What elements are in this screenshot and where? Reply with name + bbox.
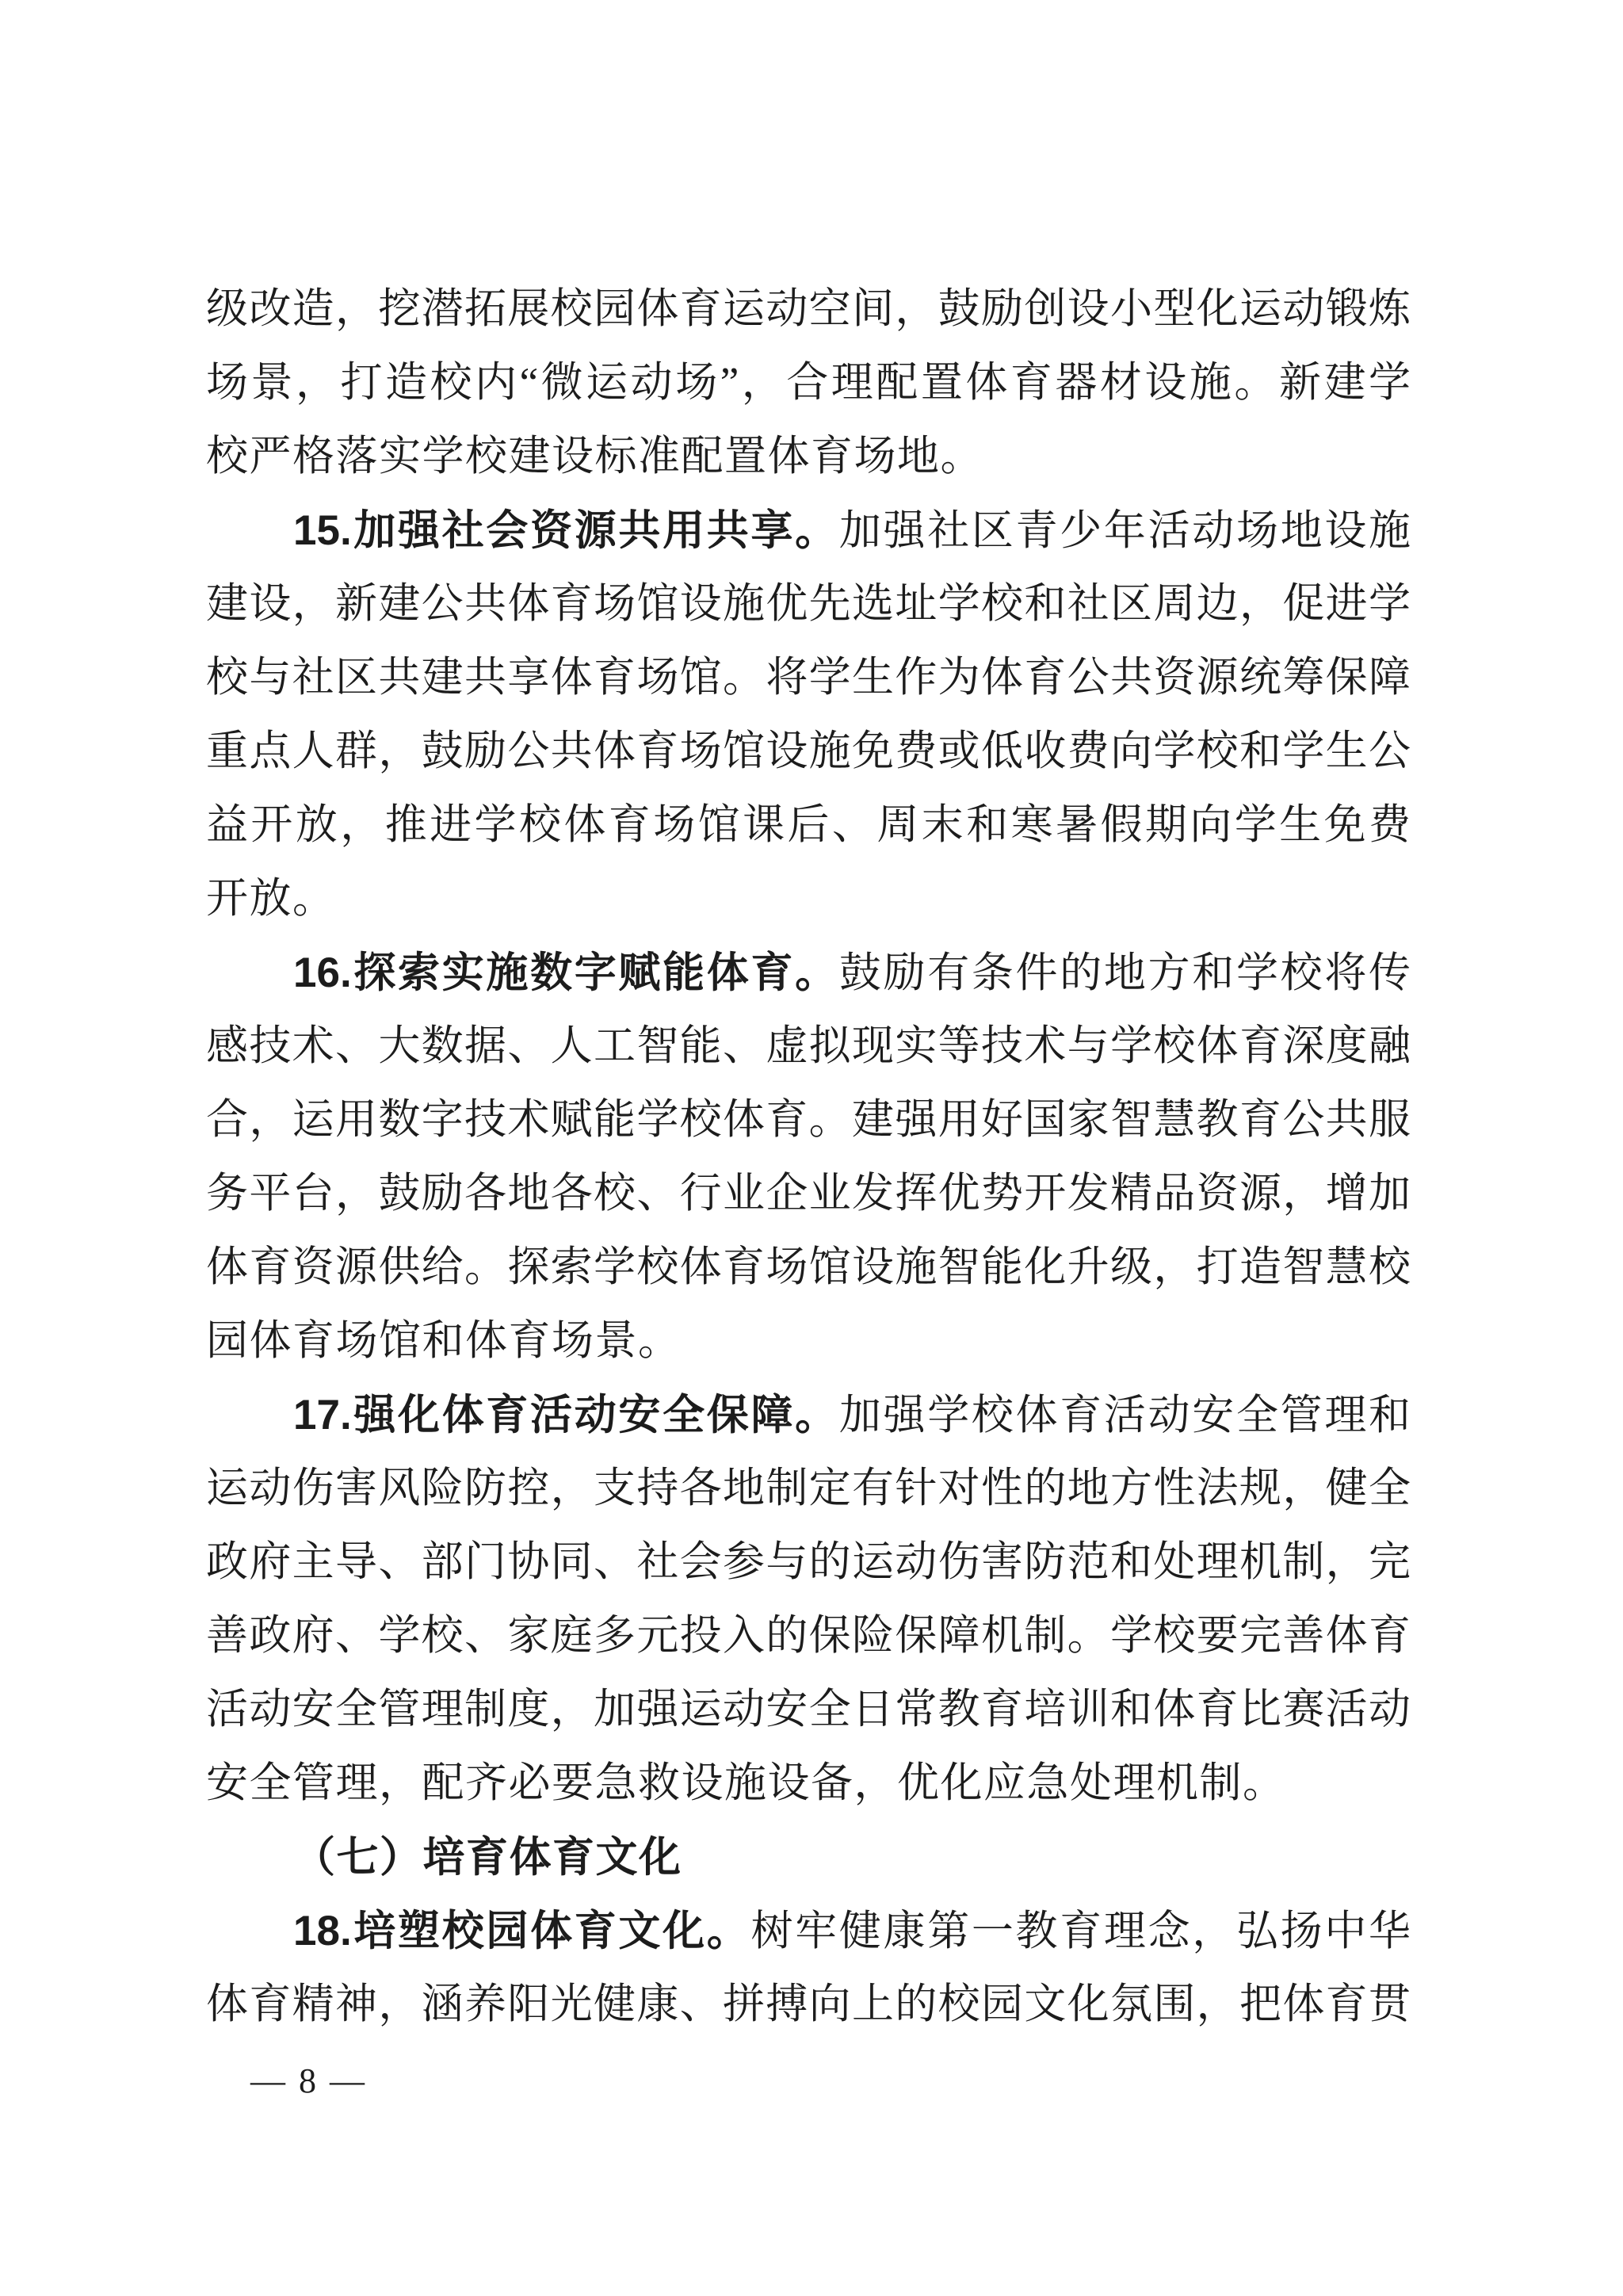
text-line — [206, 1747, 1411, 1820]
body-line-text: 政府主导、部门协同、社会参与的运动伤害防范和处理机制，完 — [206, 1539, 1411, 1585]
text-line — [206, 862, 1411, 936]
body-line-text: 运动伤害风险防控，支持各地制定有针对性的地方性法规，健全 — [206, 1465, 1411, 1511]
body-line-text: 建设，新建公共体育场馆设施优先选址学校和社区周边，促进学 — [206, 581, 1411, 627]
body-text — [206, 273, 1411, 2042]
text-line — [206, 1599, 1411, 1673]
text-line — [206, 567, 1411, 641]
text-line — [206, 1231, 1411, 1305]
body-line-text: 体育精神，涵养阳光健康、拼搏向上的校园文化氛围，把体育贯 — [206, 1981, 1411, 2027]
paragraph-16-lead: 16.探索实施数字赋能体育。 — [293, 949, 839, 996]
section-7-heading — [206, 1820, 1411, 1894]
body-line-text: 重点人群，鼓励公共体育场馆设施免费或低收费向学校和学生公 — [206, 728, 1411, 774]
text-line — [206, 1305, 1411, 1378]
body-line-text: 校严格落实学校建设标准配置体育场地。 — [206, 434, 983, 479]
text-line — [206, 1452, 1411, 1526]
body-line-text: 校与社区共建共享体育场馆。将学生作为体育公共资源统筹保障 — [206, 655, 1411, 701]
section-7-heading-text: （七）培育体育文化 — [293, 1834, 682, 1881]
body-line-text: 加强社区青少年活动场地设施 — [838, 508, 1411, 554]
body-line-text: 安全管理，配齐必要急救设施设备，优化应急处理机制。 — [206, 1760, 1286, 1806]
text-line — [206, 420, 1411, 494]
text-line — [206, 273, 1411, 346]
body-line-text: 活动安全管理制度，加强运动安全日常教育培训和体育比赛活动 — [206, 1687, 1411, 1733]
body-line-text: 开放。 — [206, 876, 336, 922]
paragraph-17-heading-line — [206, 1378, 1411, 1452]
paragraph-17-lead: 17.强化体育活动安全保障。 — [293, 1392, 839, 1438]
body-line-text: 感技术、大数据、人工智能、虚拟现实等技术与学校体育深度融 — [206, 1023, 1411, 1069]
body-line-text: 益开放，推进学校体育场馆课后、周末和寒暑假期向学生免费 — [206, 802, 1411, 848]
text-line — [206, 1673, 1411, 1747]
paragraph-18-lead: 18.培塑校园体育文化。 — [293, 1908, 751, 1954]
text-line — [206, 789, 1411, 862]
text-line — [206, 641, 1411, 715]
paragraph-16-heading-line — [206, 936, 1411, 1010]
body-line-text: 体育资源供给。探索学校体育场馆设施智能化升级，打造智慧校 — [206, 1244, 1411, 1290]
body-line-text: 加强学校体育活动安全管理和 — [838, 1392, 1411, 1438]
text-line — [206, 346, 1411, 420]
paragraph-15-heading-line — [206, 494, 1411, 567]
body-line-text: 级改造，挖潜拓展校园体育运动空间，鼓励创设小型化运动锻炼 — [206, 286, 1411, 332]
body-line-text: 合，运用数字技术赋能学校体育。建强用好国家智慧教育公共服 — [206, 1097, 1411, 1143]
text-line — [206, 1968, 1411, 2042]
text-line — [206, 1157, 1411, 1231]
text-line — [206, 715, 1411, 789]
body-line-text: 树牢健康第一教育理念，弘扬中华 — [750, 1908, 1411, 1954]
body-line-text: 场景，打造校内“微运动场”，合理配置体育器材设施。新建学 — [206, 360, 1411, 406]
body-line-text: 善政府、学校、家庭多元投入的保险保障机制。学校要完善体育 — [206, 1613, 1411, 1659]
text-line — [206, 1010, 1411, 1083]
paragraph-18-heading-line — [206, 1894, 1411, 1968]
text-line — [206, 1526, 1411, 1599]
body-line-text: 务平台，鼓励各地各校、行业企业发挥优势开发精品资源，增加 — [206, 1171, 1411, 1217]
body-line-text: 园体育场馆和体育场景。 — [206, 1318, 682, 1364]
text-line — [206, 1083, 1411, 1157]
page-number: — 8 — — [250, 2061, 367, 2100]
body-line-text: 鼓励有条件的地方和学校将传 — [838, 950, 1411, 996]
paragraph-15-lead: 15.加强社会资源共用共享。 — [293, 507, 839, 554]
